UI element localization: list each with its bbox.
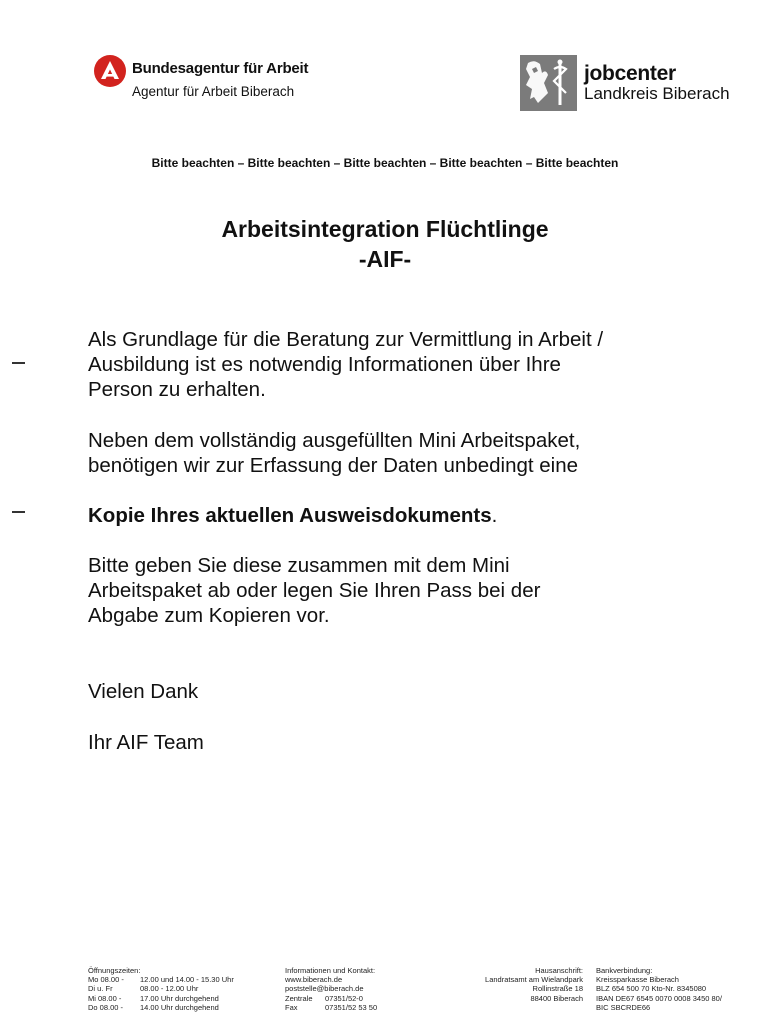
text-line: Neben dem vollständig ausgefüllten Mini Arbeitspaket, bbox=[88, 429, 581, 452]
hours-day: Di u. Fr bbox=[88, 984, 113, 994]
margin-dash bbox=[12, 362, 25, 364]
paragraph-intro bbox=[88, 327, 603, 402]
bank-line: Kreissparkasse Biberach bbox=[596, 975, 679, 985]
bank-line: BLZ 654 500 70 Kto-Nr. 8345080 bbox=[596, 984, 707, 994]
phone-label: Zentrale bbox=[285, 993, 313, 1003]
paragraph-requirements bbox=[88, 428, 580, 478]
notice-line: Bitte beachten – Bitte beachten – Bitte beachten – Bitte beachten – Bitte beachten bbox=[151, 156, 619, 170]
jobcenter-subtitle: Landkreis Biberach bbox=[584, 84, 730, 103]
text-line: Bitte geben Sie diese zusammen mit dem Mini bbox=[88, 554, 510, 577]
hours-day: Do 08.00 - bbox=[88, 1002, 124, 1012]
text-line: Ausbildung ist es notwendig Informationen über Ihre bbox=[88, 353, 561, 376]
paragraph-instructions bbox=[88, 553, 540, 628]
hours-row bbox=[88, 975, 234, 984]
contact-website[interactable]: www.biberach.de bbox=[285, 975, 343, 985]
hours-time: 17.00 Uhr durchgehend bbox=[140, 993, 219, 1003]
text-line: Abgabe zum Kopieren vor. bbox=[88, 604, 330, 627]
footer-bank bbox=[596, 966, 722, 1012]
margin-dash bbox=[12, 511, 25, 513]
text-line: Als Grundlage für die Beratung zur Vermittlung in Arbeit / bbox=[88, 328, 604, 351]
footer-address bbox=[470, 966, 583, 1003]
jobcenter-name: jobcenter bbox=[584, 62, 676, 85]
hours-time: 12.00 und 14.00 - 15.30 Uhr bbox=[140, 975, 234, 985]
bundesagentur-logo-icon bbox=[93, 54, 127, 88]
text-line: Person zu erhalten. bbox=[88, 378, 266, 401]
footer-opening-hours bbox=[88, 966, 234, 1012]
contact-phone-row bbox=[285, 994, 377, 1003]
hours-day: Mo 08.00 - bbox=[88, 975, 124, 985]
address-heading: Hausanschrift: bbox=[535, 966, 583, 975]
contact-email[interactable]: poststelle@biberach.de bbox=[285, 984, 364, 994]
bank-line: BIC SBCRDE66 bbox=[596, 1002, 651, 1012]
paragraph-id-copy bbox=[88, 503, 497, 528]
hours-day: Mi 08.00 - bbox=[88, 993, 122, 1003]
signature-line: Ihr AIF Team bbox=[88, 731, 204, 754]
footer-contact bbox=[285, 966, 377, 1012]
contact-fax-row bbox=[285, 1003, 377, 1012]
agency-subtitle: Agentur für Arbeit Biberach bbox=[132, 84, 295, 99]
text-line: benötigen wir zur Erfassung der Daten unbedingt eine bbox=[88, 454, 579, 477]
text-line: Arbeitspaket ab oder legen Sie Ihren Pass bei der bbox=[88, 579, 541, 602]
title-line-2: -AIF- bbox=[358, 246, 412, 272]
hours-time: 08.00 - 12.00 Uhr bbox=[140, 984, 199, 994]
bank-line: IBAN DE67 6545 0070 0008 3450 80/ bbox=[596, 993, 722, 1003]
hours-row bbox=[88, 984, 234, 993]
hours-time: 14.00 Uhr durchgehend bbox=[140, 1002, 219, 1012]
fax-label: Fax bbox=[285, 1002, 298, 1012]
phone-number: 07351/52-0 bbox=[325, 993, 363, 1003]
address-line: Landratsamt am Wielandpark bbox=[485, 975, 583, 985]
hours-row bbox=[88, 994, 234, 1003]
jobcenter-logo-icon bbox=[520, 55, 577, 111]
hours-row bbox=[88, 1003, 234, 1012]
address-line: 88400 Biberach bbox=[530, 993, 583, 1003]
hours-heading: Öffnungszeiten: bbox=[88, 966, 141, 975]
contact-heading: Informationen und Kontakt: bbox=[285, 966, 376, 975]
id-copy-emphasis: Kopie Ihres aktuellen Ausweisdokuments bbox=[88, 504, 492, 527]
agency-name: Bundesagentur für Arbeit bbox=[132, 60, 309, 77]
bank-heading: Bankverbindung: bbox=[596, 966, 653, 975]
page-title bbox=[0, 214, 770, 274]
thanks-line: Vielen Dank bbox=[88, 680, 199, 703]
address-line: Rollinstraße 18 bbox=[532, 984, 583, 994]
period: . bbox=[491, 504, 498, 527]
title-line-1: Arbeitsintegration Flüchtlinge bbox=[221, 216, 549, 242]
fax-number: 07351/52 53 50 bbox=[325, 1002, 378, 1012]
